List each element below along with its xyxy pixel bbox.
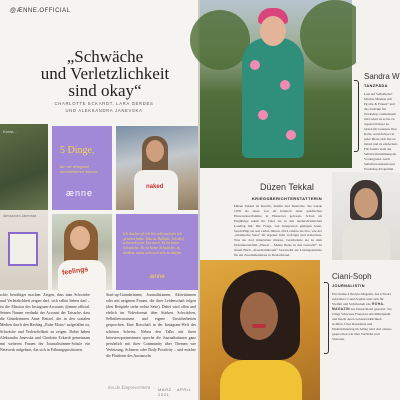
headline-line-1: „Schwäche [66, 47, 144, 66]
photo-top-left [0, 124, 48, 212]
headline [20, 48, 190, 99]
quote-logo: ænne [149, 274, 165, 280]
photo-ciani [200, 260, 320, 400]
flower-pattern [250, 60, 260, 70]
photo-woman-feelings-shirt [52, 214, 112, 290]
card-small-text: die wir dringend normalisieren müssen [60, 164, 98, 174]
photo-woman-naked-shirt [116, 126, 198, 210]
authors-byline [24, 100, 184, 114]
head-shape [146, 140, 164, 162]
profile-c-bio-highlight: ROHA-MAGAZIN [332, 302, 385, 311]
bracket-divider [354, 80, 359, 152]
photo-frame [8, 232, 38, 266]
magazine-name: mo.de Empowerment [108, 386, 151, 391]
shirt-text: feelings [61, 266, 89, 277]
bracket-divider [324, 282, 329, 354]
profile-c-bio-intro: Ein Online-Lifestyle-Magazin, das schwarz informiert: Ciani-Sophia setzt sich für Vielfalt und Sichtbarkeit ein. [332, 292, 392, 306]
quote-text: Ich dachte oft ich bin schwach als ich geweint habe. Das ist Bullshit. Ich darf schwach sein. Ein auch. Es ist keine Schwäche. Es ist keine Schwäche, zu denken, meist schwach sein zu dürfen. [123, 232, 184, 255]
shirt-shape [220, 360, 302, 400]
person-suit [242, 38, 304, 158]
shirt-shape [134, 170, 178, 210]
head-shape [70, 226, 90, 250]
headline-line-3: sind okay“ [68, 81, 142, 100]
profile-b-bio: Düzen Tekkal ist Kurdin, Jesidin und Deutsche. Sie wurde 1978 als eines von elf Kindern einer jesidischen Einwandererfamilie in Hannover geboren. Schon als Einjährige nahm ihr Vater sie in den niedersächsischen Landtag mit. Die Frage, wer Integration gelingen kann, beschäftigt sie seit vielen Jahren. 2014 erlebte sie live, wie der „Islamische Staat“ ihr eigenes Volk verfolgte und ermordete. Was sie dort miterleben musste, verarbeitete sie in dem Dokumentarfilm „Hawar – Meine Reise in den Genozid“. In ihrem Buch „#GermanDream“ beschreibt sie Lösungsansätze für ein Zusammenleben in Deutschland. [234, 204, 322, 258]
article-body [0, 292, 198, 376]
body-shape [342, 222, 390, 260]
tree-shape [190, 10, 250, 70]
profile-c-role: JOURNALISTIN [332, 284, 365, 288]
profile-b-name: Düzen Tekkal [260, 182, 314, 192]
photo-duezen [332, 172, 400, 260]
lips-shape [252, 324, 266, 328]
body-column-1: rchiv bewältiger machen. Zeigen, dass man Schwäche und Verletzlichkeit zeigen darf, sich selbst lieben darf – ist die Mission des Instagram-Accounts @ænne.official. Seinen Namen verdankt der Account der Tatsache, dass die Gründerinnen Anne Beitzel, die in den sozialen Medien durch den Hashtag „Ruhe Motto“ aufgefallen ist, Schwäche und Verletzlichkeit zu zeigen. Dabei haben Aleksandra Janevska und Charlotte Eckardt gemeinsam mit weiteren Frauen der Journalistinnen-Schule ein Netzwerk aufgebaut, das sich in Führungspositionen, [0, 293, 90, 352]
profile-b-role: KRIEGSBERICHTERSTATTERIN [251, 196, 322, 201]
left-page [0, 0, 198, 400]
card-big-text: 5 Dinge, [60, 145, 95, 156]
card-logo: ænne [66, 188, 94, 198]
instagram-post-card [52, 126, 112, 210]
head-shape [354, 188, 378, 218]
shirt-text: naked [146, 184, 164, 190]
profile-a-name: Sandra W [364, 72, 400, 81]
quote-card [116, 214, 198, 290]
headline-line-2: und Verletzlichkeit [40, 64, 170, 83]
person-head [260, 16, 286, 46]
profile-c-name: Ciani-Soph [332, 272, 372, 281]
authors-line-2: UND ALEKSANDRA JANEVSKA [65, 108, 143, 113]
flower-pattern [280, 80, 290, 90]
right-page [200, 0, 400, 400]
profile-a-bio: Lust auf Selbstliebe? Möchte Musiker mit Psyche & Frauen" und das Zentrum für Workshop. Gemeinsam mit Leben ist es bis zu eigenen Körper zu lernen für Grenzen. Ihre Rolle, wenn Körper in jeder Phase sich frei zu lieben und zu entdecken. Für Sandra steht die Selbstwahrnehmung im Vordergrund. Auch Selbstbewusstsein und Workshop-Programm [364, 92, 398, 171]
instagram-handle: @ÆNNE.OFFICIAL [10, 8, 71, 14]
flower-pattern [286, 130, 296, 140]
body-column-2: Start-up-Gründerinnen, Journalistinnen, Aktivistinnen oder mit neigenen Frauen, die ihrer Leidenschaft folgen (drei Beispiele siehe rechte Seite). Dabei wird offen und ehrlich im Videoformat über Stärken, Schwächen, Selbstbewusstsein und eigene Unsicherheiten gesprochen. Eine Botschaft in der Instagram-Welt des schönen Scheins. Neben den Talks mit ihren Interviewpartnerinnen spreche die Journalistinnen ganz persönlich mit ihrer Community über Themen wie Verletzung, Schmerz oder Body Positivity – und möchte die Plattform des Austauschs [106, 293, 196, 358]
issue-date: MÄRZ · APRIL 2021 [158, 387, 192, 397]
flower-pattern [258, 110, 268, 120]
photo-sandra [200, 0, 352, 168]
profile-c-bio [332, 292, 392, 376]
profile-a-role: TANZPÄDA [364, 84, 388, 88]
authors-line-1: CHARLOTTE ECKARDT, LARA GERDES [54, 101, 154, 106]
face-shape [240, 292, 278, 340]
photo-bottom-left [0, 210, 48, 290]
photo-caption: Alessandra Janevska [3, 214, 37, 218]
profile-c-bio-rest: aus Deutschland gestartet. Sie bringt Schwarze Frauen in den Mittelpunkt und macht deren Lebenswirklichkeit sichtbar. Über Rassismus und Diskriminierung im Alltag wird dort ebenso gesprochen wie über Vorbilder und Visionen. [332, 307, 392, 341]
photo-label: Kunst... [3, 129, 17, 134]
page-footer [0, 386, 198, 400]
